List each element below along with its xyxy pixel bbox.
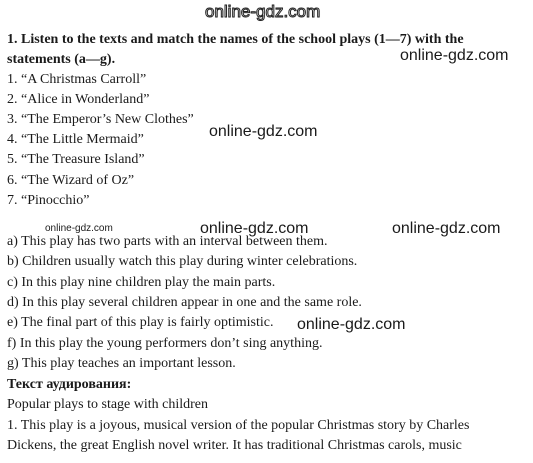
play-item-1: 1. “A Christmas Carroll” (7, 72, 147, 87)
transcript-heading: Текст аудирования: (7, 377, 132, 392)
statement-b: b) Children usually watch this play during winter celebrations. (7, 254, 358, 269)
watermark-text: online-gdz.com (392, 220, 501, 237)
watermark-text: online-gdz.com (209, 123, 318, 140)
exercise-heading-line2: statements (a—g). (7, 52, 116, 67)
statement-g: g) This play teaches an important lesson. (7, 356, 236, 371)
play-item-5: 5. “The Treasure Island” (7, 152, 145, 167)
transcript-paragraph-line2: Dickens, the great English novel writer. It has traditional Christmas carols, music (7, 438, 462, 453)
statement-c: c) In this play nine children play the main parts. (7, 275, 276, 290)
statement-a: a) This play has two parts with an interval between them. (7, 234, 328, 249)
watermark-logo: online-gdz.com (205, 2, 321, 21)
play-item-2: 2. “Alice in Wonderland” (7, 92, 150, 107)
watermark-text: online-gdz.com (297, 316, 406, 333)
watermark-text: online-gdz.com (400, 47, 509, 64)
statement-d: d) In this play several children appear in one and the same role. (7, 295, 362, 310)
transcript-paragraph-line1: 1. This play is a joyous, musical version of the popular Christmas story by Charles (7, 418, 470, 433)
play-item-6: 6. “The Wizard of Oz” (7, 173, 135, 188)
play-item-4: 4. “The Little Mermaid” (7, 132, 144, 147)
play-item-7: 7. “Pinocchio” (7, 193, 90, 208)
play-item-3: 3. “The Emperor’s New Clothes” (7, 112, 194, 127)
watermark-text: online-gdz.com (200, 220, 309, 237)
watermark-text: online-gdz.com (45, 223, 113, 234)
statement-f: f) In this play the young performers don’t sing anything. (7, 336, 323, 351)
statement-e: e) The final part of this play is fairly optimistic. (7, 315, 274, 330)
exercise-heading-line1: 1. Listen to the texts and match the names of the school plays (1—7) with the (7, 32, 464, 47)
transcript-subtitle: Popular plays to stage with children (7, 397, 209, 412)
